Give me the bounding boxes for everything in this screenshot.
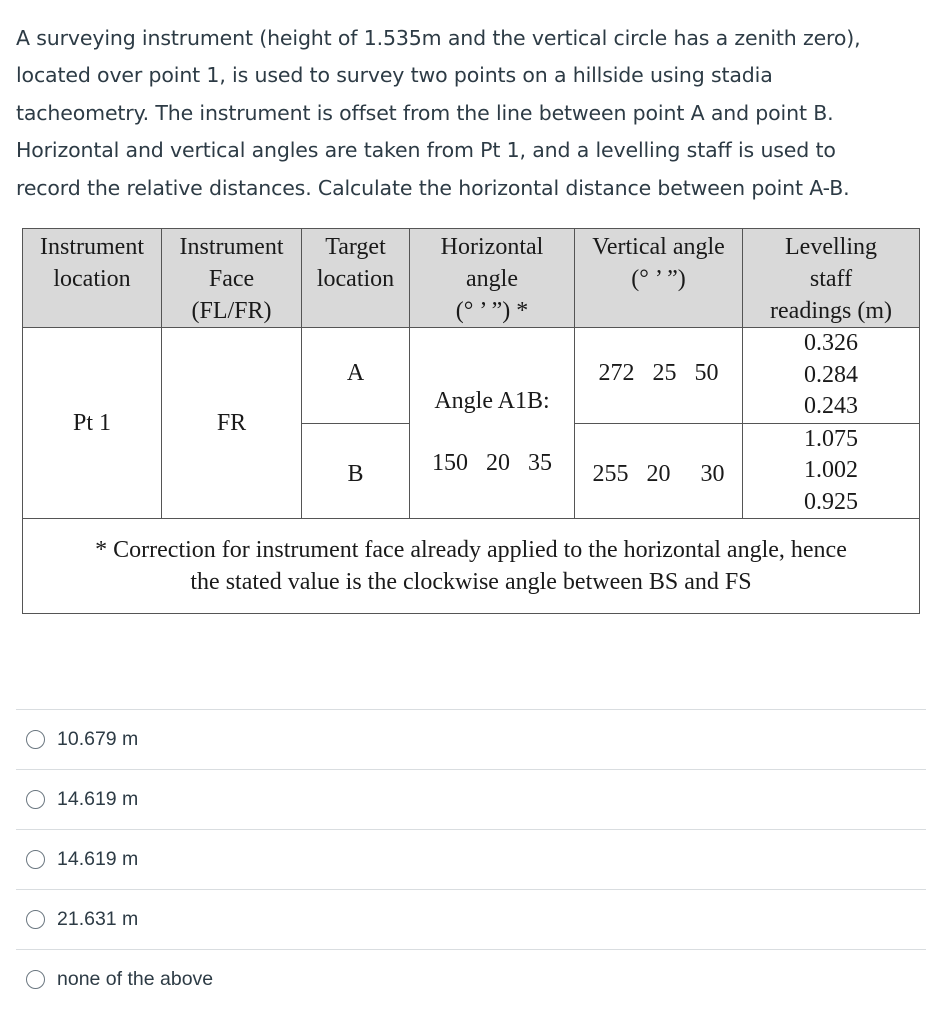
question-line: located over point 1, is used to survey two points on a hillside using stadia xyxy=(16,63,773,88)
table-header-row xyxy=(23,229,920,328)
staff-reading: 1.075 xyxy=(804,425,858,452)
cell-vertical-angle-a: 272 25 50 xyxy=(575,328,743,424)
radio-button[interactable] xyxy=(26,730,45,749)
header-text: (FL/FR) xyxy=(191,298,272,324)
header-horizontal-angle xyxy=(410,229,575,328)
cell-instrument-face: FR xyxy=(162,328,302,519)
header-text: Target xyxy=(325,234,386,260)
cell-horizontal-angle xyxy=(410,328,575,519)
staff-reading: 0.925 xyxy=(804,488,858,515)
answer-option[interactable] xyxy=(16,709,926,769)
header-text: location xyxy=(53,266,131,292)
answer-option-label: none of the above xyxy=(57,968,214,990)
radio-button[interactable] xyxy=(26,850,45,869)
header-text: (° ’ ”) xyxy=(631,266,686,292)
question-text xyxy=(16,20,936,207)
header-text: Instrument xyxy=(40,234,144,260)
staff-reading: 1.002 xyxy=(804,457,858,483)
survey-data-table xyxy=(22,228,920,614)
header-text: Levelling xyxy=(785,234,877,260)
header-text: Instrument xyxy=(179,234,284,260)
header-instrument-face xyxy=(162,229,302,328)
answer-options xyxy=(16,709,926,1009)
question-line: A surveying instrument (height of 1.535m and the vertical circle has a zenith zero), xyxy=(16,26,861,50)
table-footnote-row xyxy=(23,519,920,614)
header-text: Vertical angle xyxy=(592,234,725,260)
footnote-line: * Correction for instrument face already applied to the horizontal angle, hence xyxy=(95,537,847,563)
cell-vertical-angle-b: 255 20 30 xyxy=(575,423,743,519)
radio-button[interactable] xyxy=(26,970,45,989)
answer-option[interactable] xyxy=(16,949,926,1009)
header-text: Face xyxy=(208,266,255,292)
radio-button[interactable] xyxy=(26,790,45,809)
header-vertical-angle xyxy=(575,229,743,328)
header-text: angle xyxy=(466,266,518,292)
answer-option-label: 21.631 m xyxy=(57,908,139,930)
question-line: tacheometry. The instrument is offset from the line between point A and point B. xyxy=(16,100,834,125)
answer-option[interactable] xyxy=(16,829,926,889)
cell-target-b: B xyxy=(302,423,410,519)
question-line: record the relative distances. Calculate the horizontal distance between point A-B. xyxy=(16,175,850,200)
header-instrument-location xyxy=(23,229,162,328)
cell-instrument-location: Pt 1 xyxy=(23,328,162,519)
header-text: location xyxy=(316,266,395,292)
cell-readings-a xyxy=(743,328,920,424)
header-text: (° ’ ”) * xyxy=(455,298,529,324)
horizontal-angle-label: Angle A1B: xyxy=(434,388,550,414)
answer-option[interactable] xyxy=(16,769,926,829)
staff-reading: 0.284 xyxy=(804,361,858,388)
header-staff-readings xyxy=(743,229,920,328)
radio-button[interactable] xyxy=(26,910,45,929)
footnote-line: the stated value is the clockwise angle between BS and FS xyxy=(190,569,752,595)
table-row xyxy=(23,328,920,424)
staff-reading: 0.243 xyxy=(804,393,858,419)
horizontal-angle-value: 150 20 35 xyxy=(432,450,552,476)
footnote xyxy=(23,519,920,614)
header-text: Horizontal xyxy=(440,234,544,260)
header-text: readings (m) xyxy=(770,298,892,324)
answer-option-label: 14.619 m xyxy=(57,788,139,810)
answer-option-label: 14.619 m xyxy=(57,848,139,870)
question-line: Horizontal and vertical angles are taken from Pt 1, and a levelling staff is used to xyxy=(16,138,836,163)
staff-reading: 0.326 xyxy=(804,330,858,356)
answer-option-label: 10.679 m xyxy=(57,728,139,750)
cell-target-a: A xyxy=(302,328,410,424)
header-text: staff xyxy=(809,266,853,292)
cell-readings-b xyxy=(743,423,920,519)
header-target-location xyxy=(302,229,410,328)
answer-option[interactable] xyxy=(16,889,926,949)
